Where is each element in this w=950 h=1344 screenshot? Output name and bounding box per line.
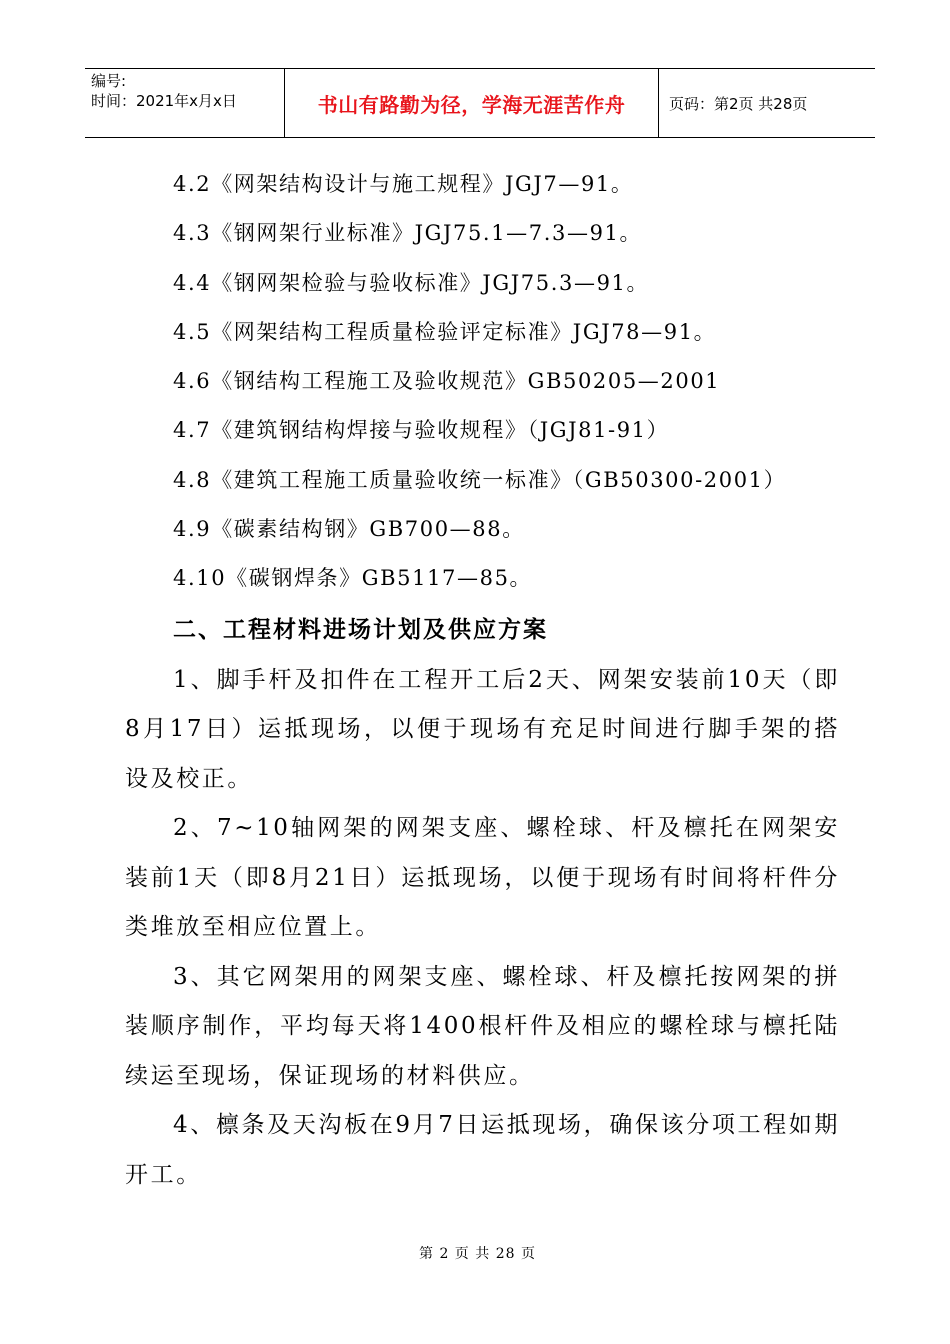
reference-item: 4.10《碳钢焊条》GB5117—85。	[173, 566, 533, 591]
reference-item: 4.4《钢网架检验与验收标准》JGJ75.3—91。	[173, 270, 650, 295]
body-paragraph: 3、其它网架用的网架支座、螺栓球、杆及檩托按网架的拼装顺序制作，平均每天将1400根杆件及相应的螺栓球与檩托陆续运至现场，保证现场的材料供应。	[125, 963, 840, 1089]
reference-item: 4.6《钢结构工程施工及验收规范》GB50205—2001	[173, 369, 721, 394]
section-heading: 二、工程材料进场计划及供应方案	[173, 616, 548, 643]
header-page-number: 页码：第2页 共28页	[669, 94, 808, 113]
document-number-label: 编号:	[91, 72, 127, 90]
header-meta	[85, 69, 285, 137]
body-paragraph: 2、7~10轴网架的网架支座、螺栓球、杆及檩托在网架安装前1天（即8月21日）运抵现场，以便于现场有时间将杆件分类堆放至相应位置上。	[125, 815, 840, 941]
reference-item: 4.5《网架结构工程质量检验评定标准》JGJ78—91。	[173, 319, 717, 344]
page-header	[85, 68, 875, 138]
reference-item: 4.8《建筑工程施工质量验收统一标准》（GB50300-2001）	[173, 467, 787, 492]
document-body	[125, 160, 840, 1200]
document-time-label: 时间：2021年x月x日	[91, 92, 237, 110]
reference-item: 4.2《网架结构设计与施工规程》JGJ7—91。	[173, 172, 634, 196]
reference-item: 4.7《建筑钢结构焊接与验收规程》（JGJ81-91）	[173, 418, 670, 443]
body-paragraph: 1、脚手杆及扣件在工程开工后2天、网架安装前10天（即8月17日）运抵现场，以便于现场有充足时间进行脚手架的搭设及校正。	[125, 666, 840, 792]
page-footer: 第 2 页 共 28 页	[419, 1246, 536, 1262]
header-motto: 书山有路勤为径，学海无涯苦作舟	[285, 69, 659, 137]
body-paragraph: 4、檩条及天沟板在9月7日运抵现场，确保该分项工程如期开工。	[125, 1112, 840, 1188]
reference-item: 4.3《钢网架行业标准》JGJ75.1—7.3—91。	[173, 221, 643, 246]
reference-item: 4.9《碳素结构钢》GB700—88。	[173, 517, 525, 542]
